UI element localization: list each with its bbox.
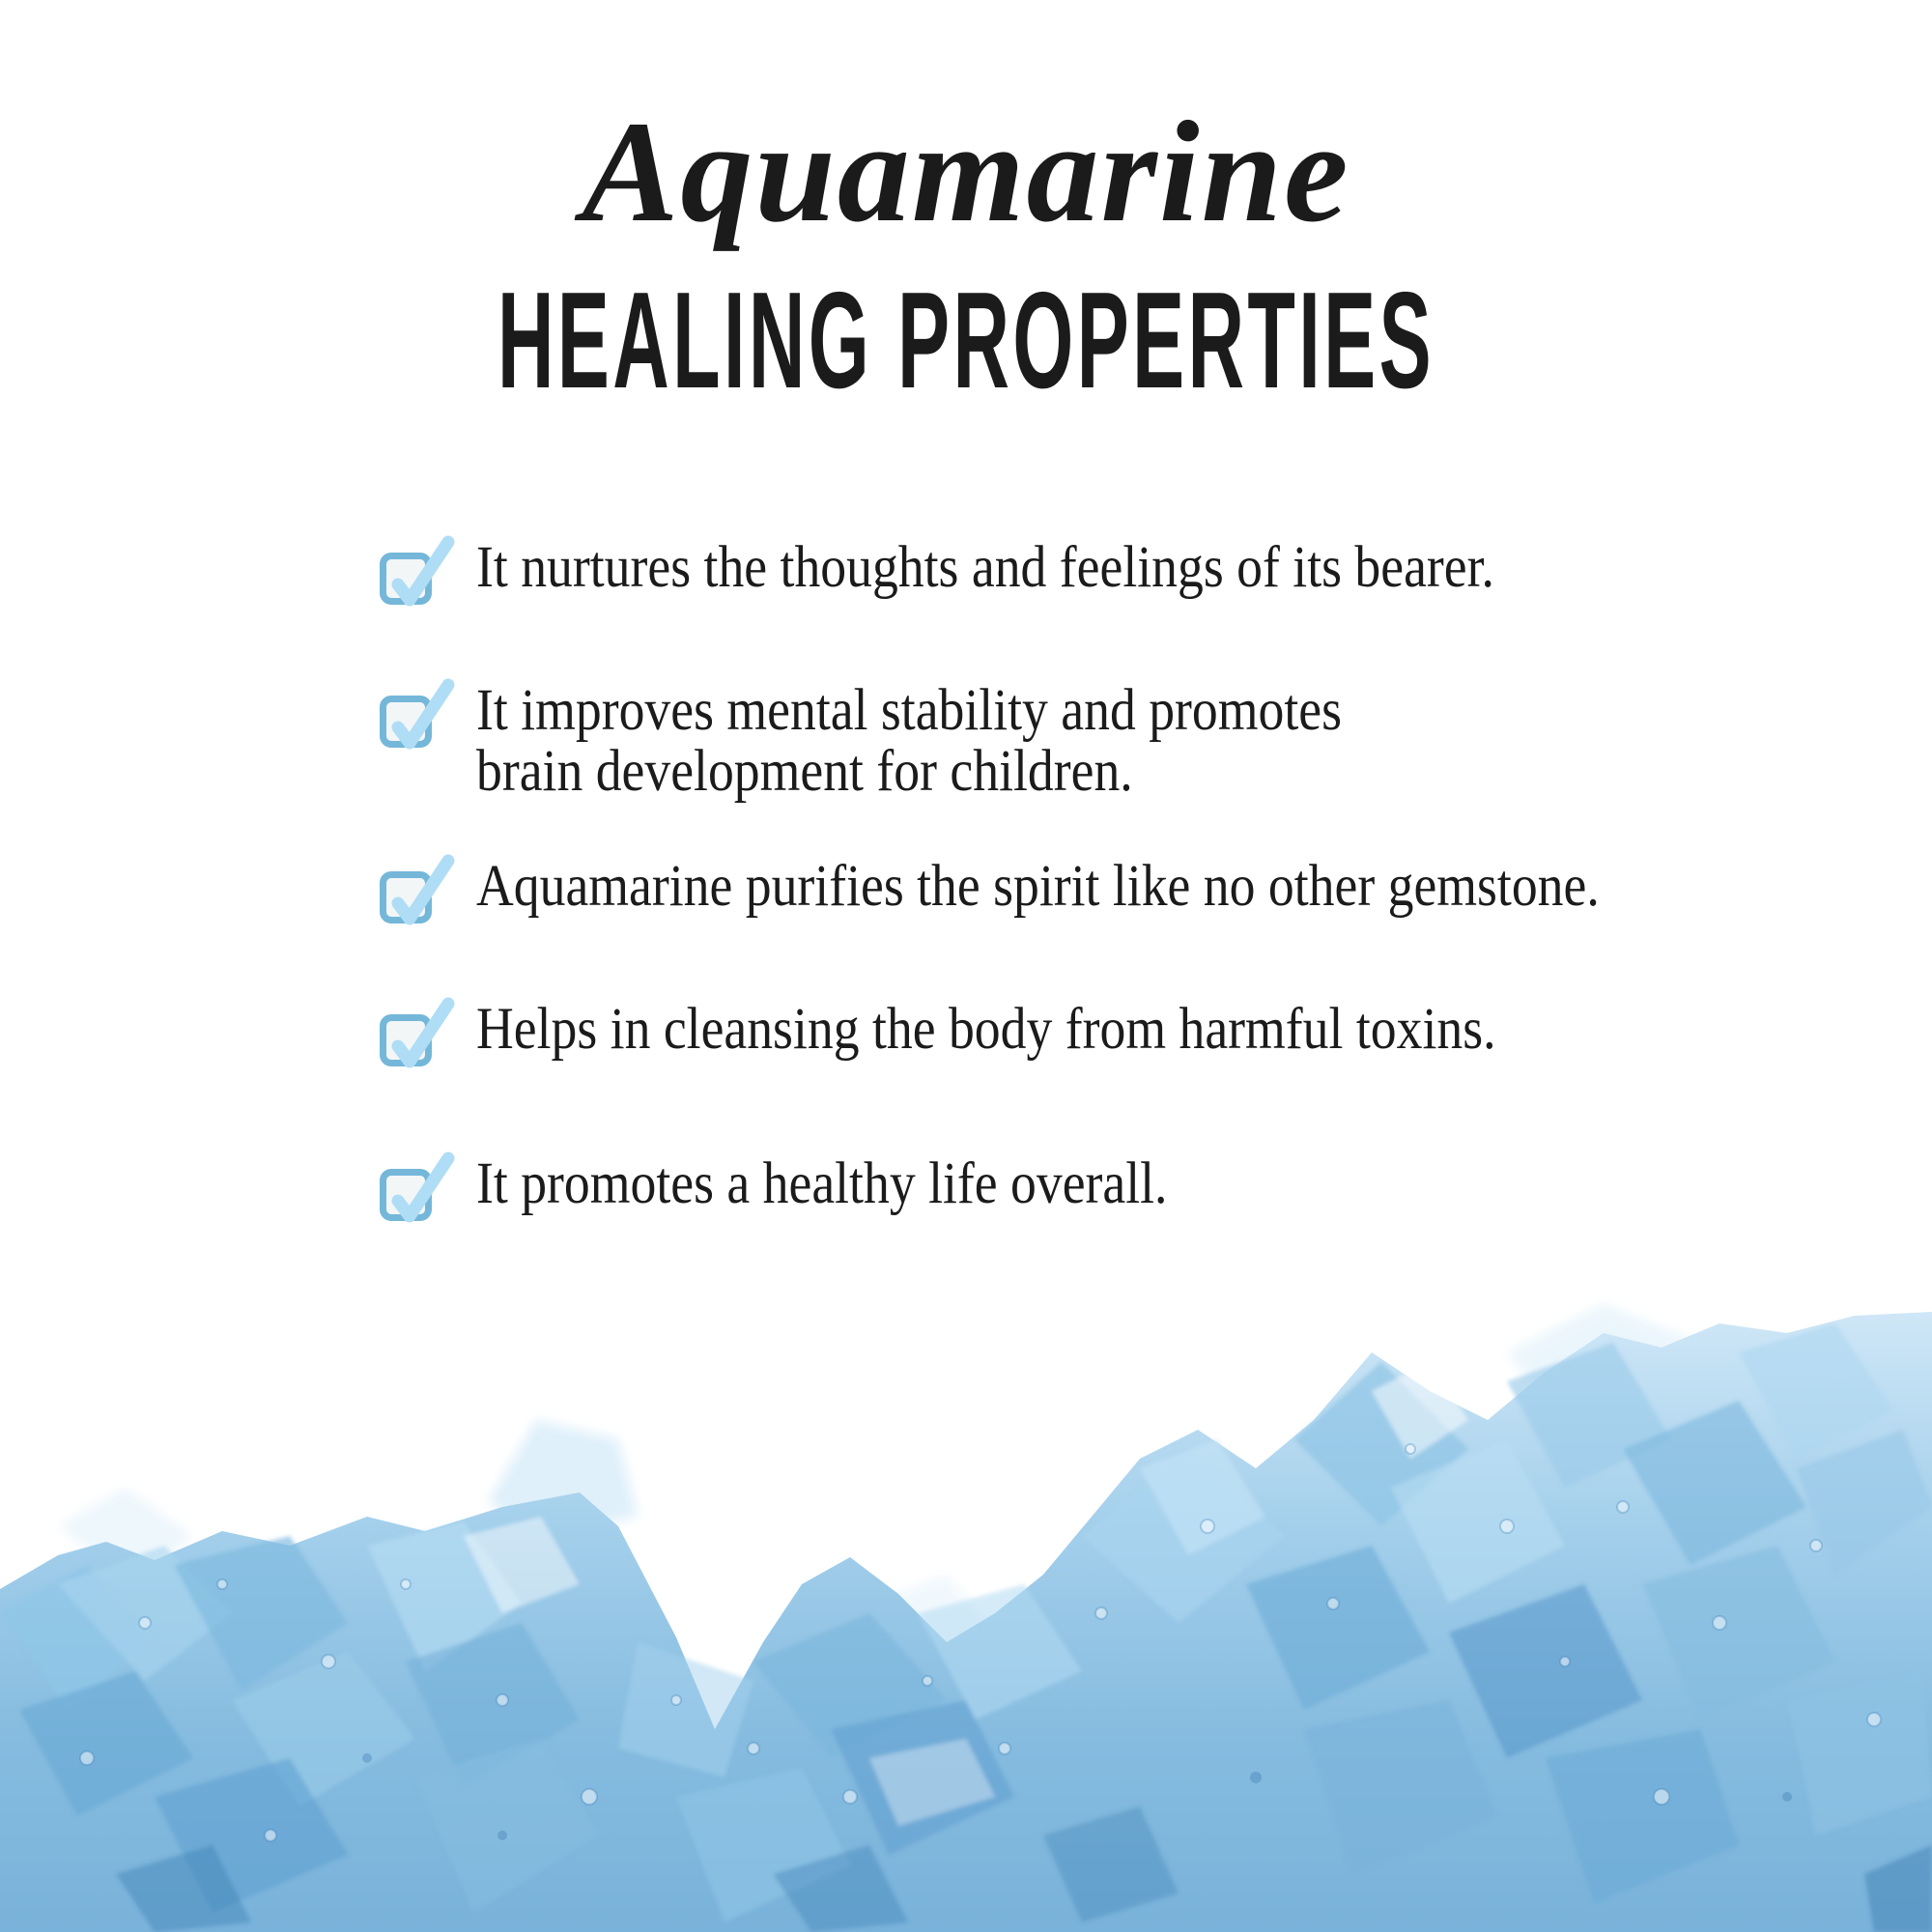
checklist-item-text [476, 680, 1342, 802]
checkmark-icon [381, 1151, 456, 1226]
checklist-item-text [476, 537, 1494, 598]
checklist-line: Aquamarine purifies the spirit like no other gemstone. [476, 854, 1600, 919]
ice-cubes-image [0, 1294, 1932, 1932]
checklist-line: Helps in cleansing the body from harmful toxins. [476, 997, 1496, 1062]
page-title: Aquamarine [582, 92, 1350, 252]
checklist-item [380, 537, 1634, 605]
checkbox-checked-icon [380, 871, 432, 923]
checkbox-checked-icon [380, 1169, 432, 1221]
checklist-item-text [476, 999, 1496, 1060]
page-subtitle: HEALING PROPERTIES [497, 264, 1435, 417]
checkmark-icon [381, 534, 456, 610]
checkmark-icon [381, 677, 456, 753]
checkbox-checked-icon [380, 553, 432, 605]
checklist-item-text [476, 856, 1600, 917]
checklist-line: It promotes a healthy life overall. [476, 1151, 1168, 1216]
checkbox-checked-icon [380, 696, 432, 748]
checklist-item [380, 1153, 1262, 1221]
checklist-line: It improves mental stability and promotes [476, 678, 1343, 743]
checklist-item [380, 680, 1460, 802]
checklist-item [380, 999, 1634, 1066]
checklist-item [380, 856, 1752, 923]
checklist-item-text [476, 1153, 1167, 1214]
checkmark-icon [381, 853, 456, 928]
checkmark-icon [381, 996, 456, 1071]
checkbox-checked-icon [380, 1014, 432, 1066]
checklist-line: brain development for children. [476, 739, 1133, 804]
checklist-line: It nurtures the thoughts and feelings of its bearer. [476, 535, 1494, 600]
